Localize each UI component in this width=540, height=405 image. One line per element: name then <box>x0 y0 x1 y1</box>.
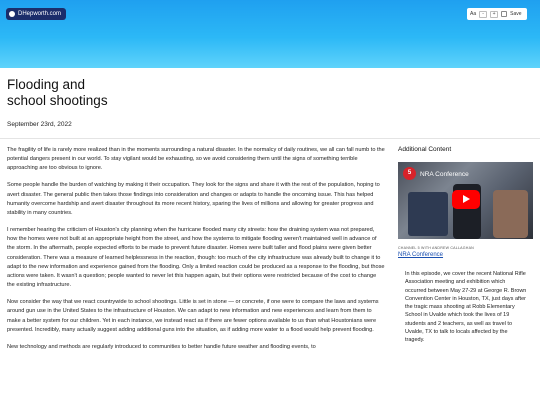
youtube-play-icon[interactable] <box>452 190 480 209</box>
video-thumbnail-figure <box>408 192 448 236</box>
title-line-1: Flooding and <box>7 77 86 92</box>
save-label[interactable]: Save <box>510 11 522 17</box>
paragraph: Some people handle the burden of watching by making it their occupation. They look for the signs and share it with the rest of the population, hoping to avert disaster. The general public then takes those findings into consideration and changes or adapts to handle the oncoming issue. This has helped humanity overcome hardship and avert disaster throughout its more recent history, sparing the lives of millions and allowing for greater progress and stability in many countries. <box>7 182 380 216</box>
article-body <box>7 146 385 360</box>
title-line-2: school shootings <box>7 93 108 108</box>
video-title[interactable]: NRA Conference <box>420 171 469 178</box>
video-embed[interactable] <box>398 162 533 239</box>
channel-logo-icon[interactable]: 5 <box>403 167 416 180</box>
paragraph: Now consider the way that we react countrywide to school shootings. Little is set in stone — or concrete, if one were to compare the laws and systems around gun use in the United States to the infrastructure of Houston. We can adapt to new information and new experiences and learn from them to make a better system for our children. Yet in each instance, we instead react as if there are fewer options available to us than what Houstonians were presented. Incredibly, many actually suggest adding additional guns into the situation, as if adding more water to a flood would help prevent flooding. <box>7 299 379 333</box>
video-credit: CHANNEL 5 WITH ANDREW CALLAGHAN <box>398 246 474 250</box>
divider <box>0 138 540 139</box>
sidebar-heading: Additional Content <box>398 146 452 153</box>
nra-conference-link[interactable]: NRA Conference <box>398 252 444 258</box>
increase-font-button[interactable]: + <box>490 11 498 18</box>
decrease-font-button[interactable]: - <box>479 11 487 18</box>
page-title <box>7 77 307 109</box>
site-name: DHepworth.com <box>18 11 62 17</box>
site-logo-icon <box>9 11 15 17</box>
font-size-label: Aa <box>470 11 477 17</box>
paragraph: New technology and methods are regularly introduced to communities to better handle future weather and flooding events, to <box>7 343 316 350</box>
header-banner <box>0 0 540 68</box>
reader-toolbar <box>467 8 527 20</box>
paragraph: The fragility of life is rarely more realized than in the moments surrounding a natural disaster. In the normalcy of daily routines, we all can fall numb to the potential dangers present in our world. To stay vigilant would be exhausting, so we avoid considering them until the signs of something terrible approaching are too obvious to ignore. <box>7 147 385 172</box>
post-date: September 23rd, 2022 <box>7 121 72 128</box>
paragraph: I remember hearing the criticism of Houston's city planning when the hurricane flooded many city streets: how the draining system was not prepared, how the homes were not built at an appropriate height from the street, and how the systems to mitigate flooding weren't maintained well in advance of the storm. In the aftermath, people expected efforts to be made to prevent future disaster. Homes were built taller and flood plains were given better consideration. There was a measure of learned helplessness in the reaction, though: too much of the city infrastructure was already built to change it to adapt to the new information and experience gained from the flooding. Only a limited reaction could be produced as a response to the flooding, but those actions were taken. It wasn't a question; people wanted to never let this happen again, but their options were restricted because of the cost to change the existing infrastructure. <box>7 227 385 289</box>
video-thumbnail-figure <box>493 190 528 238</box>
site-name-link[interactable] <box>6 8 66 20</box>
video-description: In this episode, we cover the recent National Rifle Association meeting and exhibition which occurred between May 27-29 at George R. Brown Convention Center in Houston, TX, just days after the tragic mass shooting at Robb Elementary School in Uvalde which took the lives of 19 students and 2 teachers, as well as travel to Uvalde, TX to talk to locals affected by the tragedy. <box>405 271 527 344</box>
save-checkbox[interactable] <box>501 11 507 17</box>
